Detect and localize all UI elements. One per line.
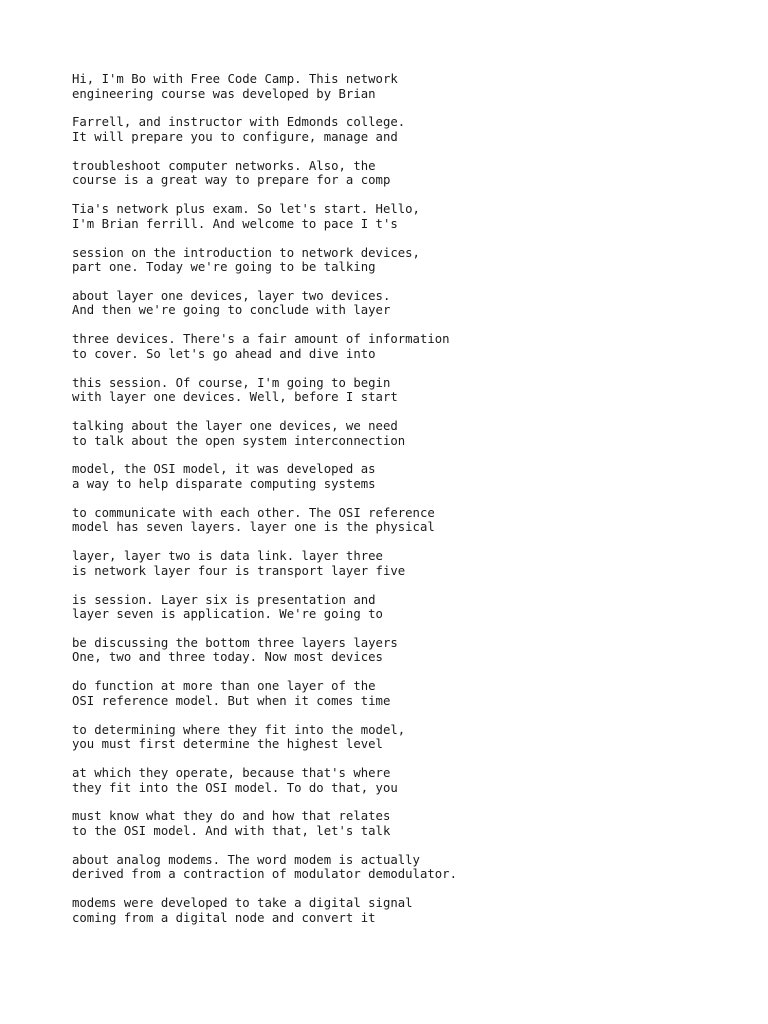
transcript-line: model has seven layers. layer one is the physical (72, 520, 435, 535)
transcript-paragraph (72, 766, 732, 795)
transcript-paragraph (72, 72, 732, 101)
transcript-line: about analog modems. The word modem is actually (72, 852, 420, 867)
transcript-paragraph (72, 332, 732, 361)
transcript-line: engineering course was developed by Brian (72, 86, 376, 101)
transcript-line: troubleshoot computer networks. Also, the (72, 158, 376, 173)
transcript-paragraph (72, 809, 732, 838)
transcript-paragraph (72, 159, 732, 188)
transcript-line: It will prepare you to configure, manage and (72, 129, 398, 144)
transcript-paragraph (72, 549, 732, 578)
transcript-paragraph (72, 723, 732, 752)
transcript-paragraph (72, 419, 732, 448)
transcript-line: part one. Today we're going to be talking (72, 260, 376, 275)
transcript-line: this session. Of course, I'm going to begin (72, 375, 391, 390)
transcript-line: at which they operate, because that's where (72, 766, 391, 780)
transcript-line: be discussing the bottom three layers layers (72, 635, 398, 650)
transcript-line: derived from a contraction of modulator demodulator. (72, 867, 457, 882)
transcript-paragraph (72, 376, 732, 405)
transcript-line: to cover. So let's go ahead and dive into (72, 346, 376, 361)
transcript-paragraph (72, 506, 732, 535)
transcript-line: coming from a digital node and convert it (72, 910, 376, 925)
transcript-line: about layer one devices, layer two devices. (72, 288, 391, 303)
transcript-paragraph (72, 246, 732, 275)
transcript-line: Tia's network plus exam. So let's start. Hello, (72, 202, 420, 217)
transcript-line: they fit into the OSI model. To do that, you (72, 780, 398, 795)
transcript-paragraph (72, 115, 732, 144)
transcript-line: OSI reference model. But when it comes time (72, 693, 391, 708)
transcript-line: must know what they do and how that relates (72, 809, 391, 824)
transcript-line: talking about the layer one devices, we need (72, 419, 398, 433)
transcript-line: to the OSI model. And with that, let's talk (72, 823, 391, 838)
transcript-paragraph (72, 853, 732, 882)
transcript-paragraph (72, 896, 732, 925)
transcript-line: Hi, I'm Bo with Free Code Camp. This network (72, 72, 398, 86)
transcript-line: you must first determine the highest level (72, 737, 383, 752)
transcript-line: One, two and three today. Now most devices (72, 650, 383, 665)
transcript-line: a way to help disparate computing systems (72, 476, 376, 491)
transcript-line: modems were developed to take a digital signal (72, 896, 413, 911)
transcript-line: model, the OSI model, it was developed as (72, 462, 376, 477)
transcript-paragraph (72, 202, 732, 231)
transcript-line: to talk about the open system interconnection (72, 433, 406, 448)
transcript-line: Farrell, and instructor with Edmonds college. (72, 115, 406, 130)
transcript-paragraph (72, 679, 732, 708)
transcript-page (72, 72, 732, 940)
transcript-line: I'm Brian ferrill. And welcome to pace I t's (72, 216, 398, 231)
transcript-paragraph (72, 636, 732, 665)
transcript-paragraph (72, 462, 732, 491)
transcript-line: course is a great way to prepare for a comp (72, 173, 391, 188)
transcript-line: layer, layer two is data link. layer three (72, 549, 383, 564)
transcript-line: is network layer four is transport layer five (72, 563, 406, 578)
transcript-paragraph (72, 593, 732, 622)
transcript-line: And then we're going to conclude with layer (72, 303, 391, 318)
transcript-line: to communicate with each other. The OSI reference (72, 505, 435, 520)
transcript-paragraph (72, 289, 732, 318)
transcript-line: with layer one devices. Well, before I start (72, 390, 398, 405)
transcript-line: do function at more than one layer of the (72, 679, 376, 694)
transcript-line: session on the introduction to network devices, (72, 245, 420, 260)
transcript-line: three devices. There's a fair amount of information (72, 332, 450, 347)
transcript-line: layer seven is application. We're going to (72, 607, 383, 622)
transcript-line: is session. Layer six is presentation and (72, 592, 376, 607)
transcript-line: to determining where they fit into the model, (72, 722, 406, 737)
